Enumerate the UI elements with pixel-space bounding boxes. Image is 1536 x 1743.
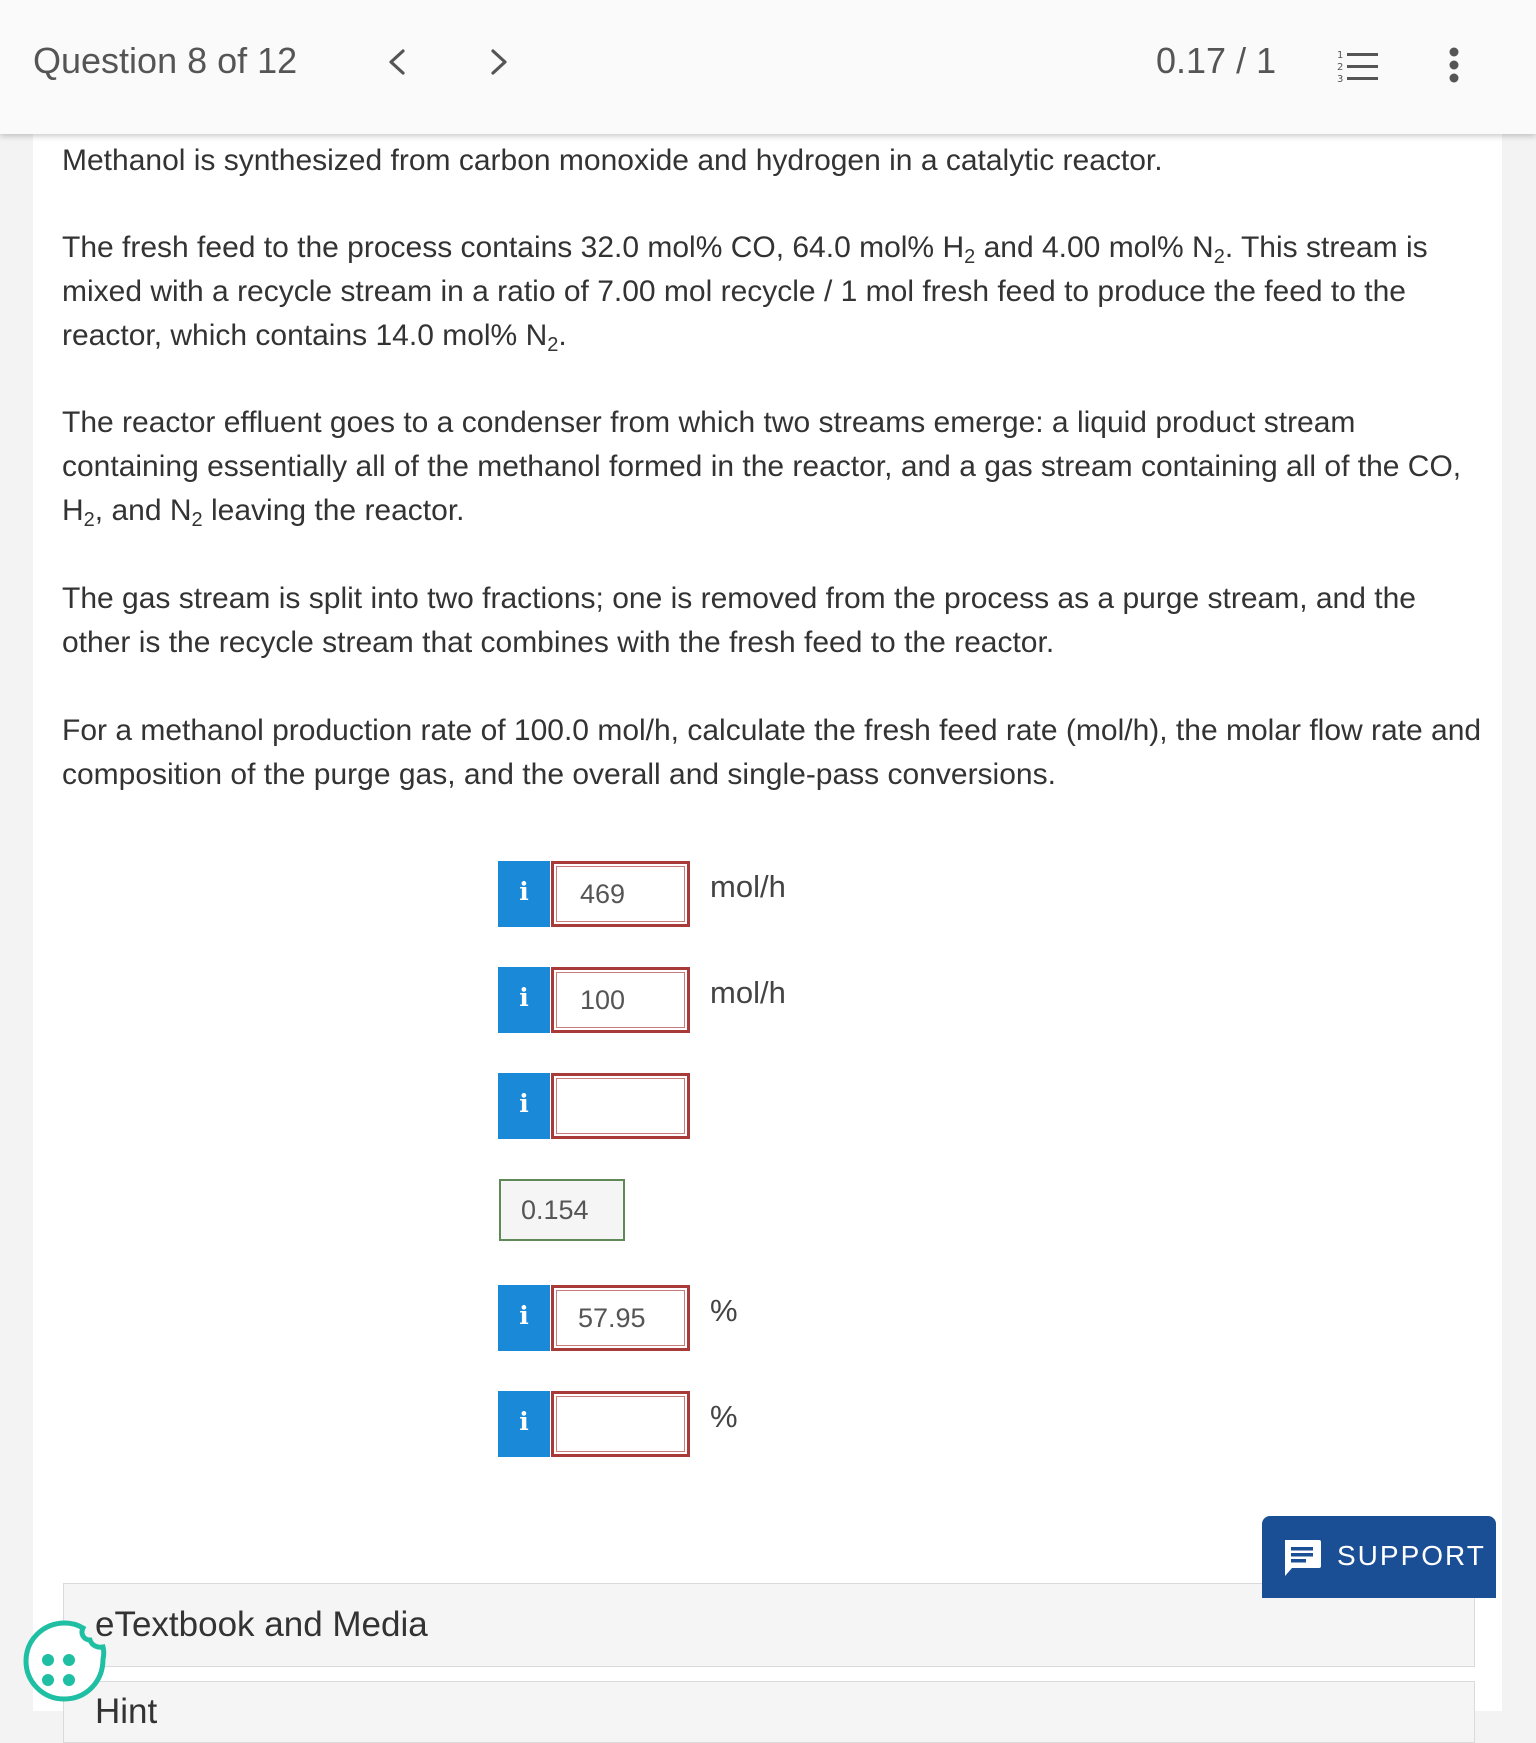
support-button[interactable] bbox=[1262, 1516, 1496, 1598]
info-icon: i bbox=[519, 983, 529, 1012]
fresh-feed-input[interactable]: 469 bbox=[551, 861, 690, 927]
more-vertical-icon[interactable] bbox=[1444, 46, 1464, 91]
svg-text:3: 3 bbox=[1337, 74, 1344, 85]
single-pass-conversion-input[interactable] bbox=[551, 1391, 690, 1457]
svg-text:2: 2 bbox=[1337, 62, 1344, 73]
cookie-settings-icon[interactable] bbox=[22, 1618, 108, 1709]
co-fraction-input[interactable] bbox=[551, 1073, 690, 1139]
info-icon: i bbox=[519, 1301, 529, 1330]
question-paragraph-2: The fresh feed to the process contains 32.0 mol% CO, 64.0 mol% $H_2$ and 4.00 mol% $N_2$. This stream is mixed with a recycle stream in a ratio of 7.00 mol recycle / 1 mol fresh feed to produce the feed to the reactor, which contains 14.0 mol% $N_2$. bbox=[62, 231, 1428, 356]
single-pass-conversion-unit: % bbox=[710, 1399, 738, 1434]
co-fraction-info-button[interactable] bbox=[498, 1073, 550, 1139]
support-label: SUPPORT bbox=[1337, 1540, 1486, 1571]
info-icon: i bbox=[519, 1089, 529, 1118]
question-paragraph-5: For a methanol production rate of 100.0 mol/h, calculate the fresh feed rate (mol/h), the molar flow rate and composition of the purge gas, and the overall and single-pass conversions. bbox=[62, 714, 1482, 791]
purge-rate-unit: mol/h bbox=[710, 975, 786, 1010]
fresh-feed-row bbox=[33, 861, 933, 927]
hints-label: Hint bbox=[95, 1692, 158, 1731]
info-icon: i bbox=[519, 877, 529, 906]
fresh-feed-info-button[interactable] bbox=[498, 861, 550, 927]
question-counter: Question 8 of 12 bbox=[33, 40, 298, 81]
single-pass-conversion-info-button[interactable] bbox=[498, 1391, 550, 1457]
info-icon: i bbox=[519, 1407, 529, 1436]
numbered-list-icon[interactable] bbox=[1336, 49, 1380, 90]
overall-conversion-unit: % bbox=[710, 1293, 738, 1328]
question-card bbox=[33, 134, 1502, 1711]
overall-conversion-row bbox=[33, 1285, 933, 1351]
etextbook-label: eTextbook and Media bbox=[95, 1605, 428, 1644]
chevron-left-icon[interactable] bbox=[380, 44, 416, 85]
purge-rate-row bbox=[33, 967, 933, 1033]
n2-fraction-input-correct[interactable]: 0.154 bbox=[499, 1179, 625, 1241]
chevron-right-icon[interactable] bbox=[480, 44, 516, 85]
n2-fraction-row bbox=[33, 1179, 933, 1245]
fresh-feed-unit: mol/h bbox=[710, 869, 786, 904]
co-fraction-row bbox=[33, 1073, 933, 1139]
question-paragraph-1: Methanol is synthesized from carbon monoxide and hydrogen in a catalytic reactor. bbox=[62, 144, 1163, 177]
chat-icon bbox=[1280, 1536, 1324, 1580]
single-pass-conversion-row bbox=[33, 1391, 933, 1457]
overall-conversion-input[interactable]: 57.95 bbox=[551, 1285, 690, 1351]
question-paragraph-3: The reactor effluent goes to a condenser from which two streams emerge: a liquid product stream containing essentially all of the methanol formed in the reactor, and a gas stream containing all of the CO, $H_2$, and $N_2$ leaving the reactor. bbox=[62, 406, 1462, 531]
svg-text:1: 1 bbox=[1337, 50, 1344, 61]
overall-conversion-info-button[interactable] bbox=[498, 1285, 550, 1351]
question-paragraph-4: The gas stream is split into two fractions; one is removed from the process as a purge stream, and the other is the recycle stream that combines with the fresh feed to the reactor. bbox=[62, 582, 1416, 659]
purge-rate-input[interactable]: 100 bbox=[551, 967, 690, 1033]
top-bar bbox=[0, 0, 1536, 134]
score-display: 0.17 / 1 bbox=[1156, 40, 1277, 81]
hints-section[interactable] bbox=[63, 1681, 1475, 1743]
purge-rate-info-button[interactable] bbox=[498, 967, 550, 1033]
